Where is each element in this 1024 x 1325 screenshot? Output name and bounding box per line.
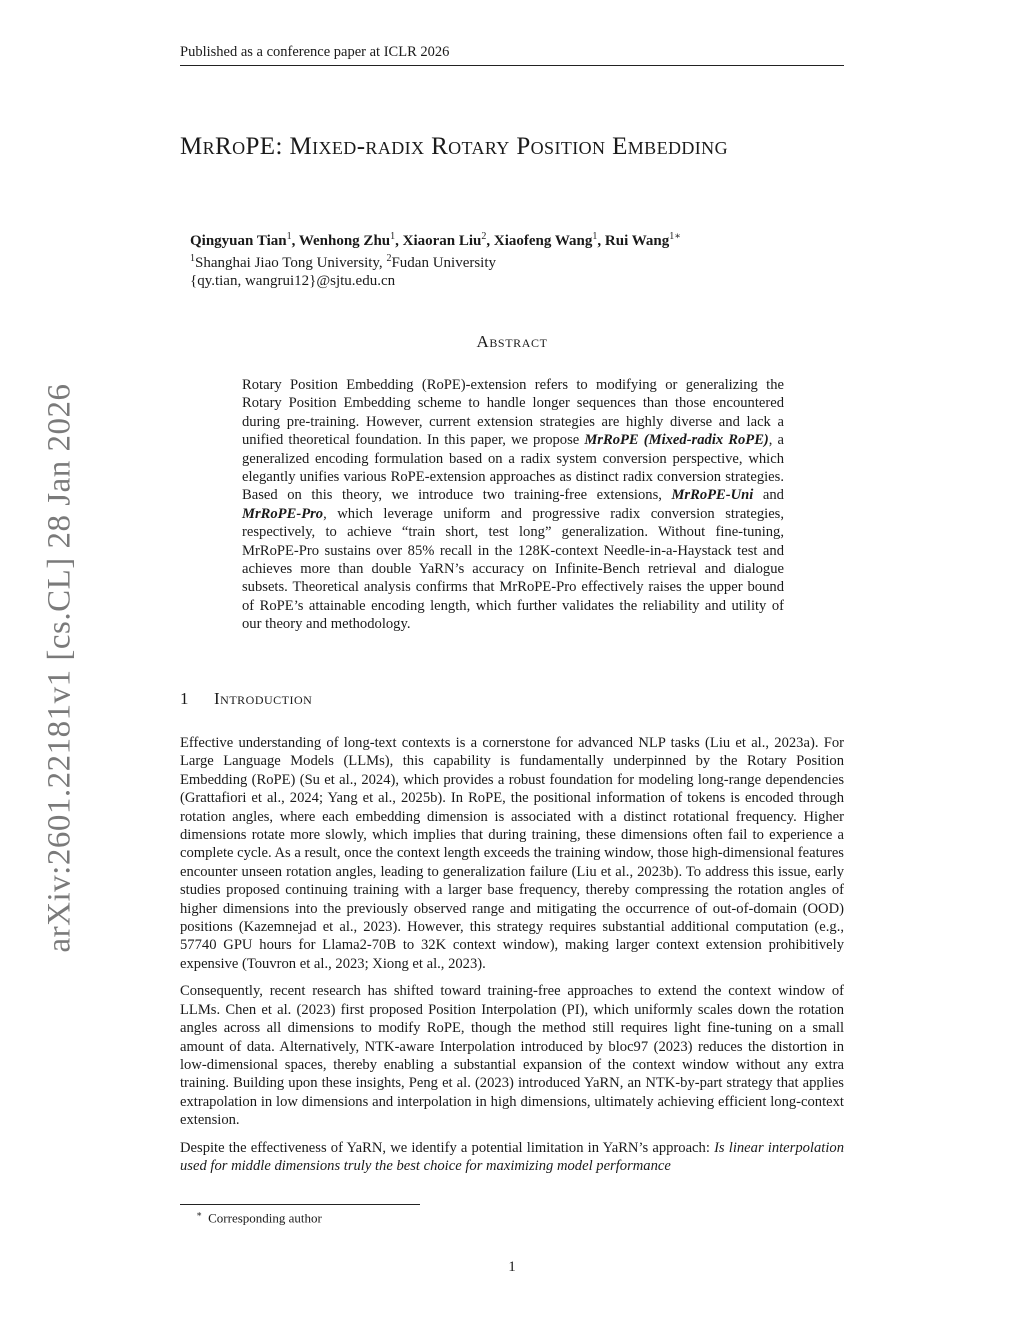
author: Xiaoran Liu$^2$, [402,231,494,249]
paragraph: Consequently, recent research has shifted toward training-free approaches to extend the context window of LLMs. Chen et al. (2023) first proposed Position Interpolation (PI), which uniformly scales down the rotation angles across all dimensions to modify RoPE, though the method still requires light fine-tuning on a small amount of data. Alternatively, NTK-aware Interpolation introduced by bloc97 (2023) reduces the distortion in low-dimensional spaces, thereby enabling a substantial expansion of the context window without any extra training. Building upon these insights, Peng et al. (2023) introduced YaRN, an NTK-by-part strategy that applies extrapolation in low dimensions and interpolation in high dimensions, ultimately achieving efficient long-context extension. [180,983,844,1129]
paper-title: MrRoPE: Mixed-radix Rotary Position Embedding [180,133,728,160]
method-name-pro: MrRoPE-Pro [242,505,324,522]
method-name-uni: MrRoPE-Uni [671,487,754,504]
section-number: 1 [180,689,189,708]
author-names [190,228,830,250]
author: Xiaofeng Wang$^1$, [493,231,605,249]
page-number: 1 [508,1259,516,1275]
author-email[interactable]: {qy.tian, wangrui12}@sjtu.edu.cn [190,273,396,289]
author: Rui Wang$^{1∗}$ [604,231,682,249]
author-block [190,228,830,290]
section-heading-introduction [180,689,312,709]
method-name: MrRoPE (Mixed-radix RoPE) [584,432,769,449]
author: Qingyuan Tian$^1$, [190,231,299,249]
running-header: Published as a conference paper at ICLR 2026 [180,44,844,66]
footnote: ∗ Corresponding author [196,1209,322,1226]
paragraph: Effective understanding of long-text contexts is a cornerstone for advanced NLP tasks (Liu et al., 2023a). For Large Language Models (LLMs), this capability is fundamentally underpinned by the Rotary Position Embedding (RoPE) (Su et al., 2024), which provides a robust foundation for modeling long-range dependencies (Grattafiori et al., 2024; Yang et al., 2025b). In RoPE, the positional information of tokens is encoded through rotation angles, where each embedding dimension is associated with a distinct rotational frequency. Higher dimensions rotate more slowly, which implies that during training, these dimensions often fail to experience a complete cycle. As a result, once the context length exceeds the training window, those high-dimensional features encounter unseen rotation angles, leading to generalization failure (Liu et al., 2023b). To address this issue, early studies proposed continuing training with a larger base frequency, thereby compressing the rotation angles of higher dimensions into the previously observed range and mitigating the occurrence of out-of-domain (OOD) positions (Kazemnejad et al., 2023). However, this strategy requires substantial additional computation (e.g., 57740 GPU hours for Llama2-70B to 32K context window), making larger context extension prohibitively expensive (Touvron et al., 2023; Xiong et al., 2023). [180,735,844,972]
research-question: Is linear interpolation used for middle dimensions truly the best choice for maximizing model performance [180,1139,844,1174]
abstract-text: Rotary Position Embedding (RoPE)-extension refers to modifying or generalizing the Rotary Position Embedding scheme to handle longer sequences than those encountered during pre-training. However, current extension strategies are highly diverse and lack a unified theoretical foundation. In this paper, we propose MrRoPE (Mixed-radix RoPE), a generalized encoding formulation based on a radix system conversion perspective, which elegantly unifies various RoPE-extension approaches as distinct radix conversion strategies. Based on this theory, we introduce two training-free extensions, MrRoPE-Uni and MrRoPE-Pro, which leverage uniform and progressive radix conversion strategies, respectively, to achieve “train short, test long” generalization. Without fine-tuning, MrRoPE-Pro sustains over 85% recall in the 128K-context Needle-in-a-Haystack test and achieves more than double YaRN’s accuracy on Infinite-Bench retrieval and dialogue subsets. Theoretical analysis confirms that MrRoPE-Pro effectively raises the upper bound of RoPE’s attainable encoding length, which further validates the reliability and utility of our theory and methodology. [242,377,784,633]
paragraph: Despite the effectiveness of YaRN, we identify a potential limitation in YaRN’s approach: Is linear interpolation used for middle dimensions truly the best choice for maximizing model performance [180,1139,844,1174]
affiliations: $^1$Shanghai Jiao Tong University, $^2$Fudan University [190,253,497,271]
author: Wenhong Zhu$^1$, [298,231,403,249]
abstract-heading: Abstract [476,332,548,351]
footnote-divider [180,1204,420,1205]
introduction-body [180,734,844,1184]
section-title: Introduction [214,689,313,708]
arxiv-identifier-stamp: arXiv:2601.22181v1 [cs.CL] 28 Jan 2026 [41,383,78,953]
